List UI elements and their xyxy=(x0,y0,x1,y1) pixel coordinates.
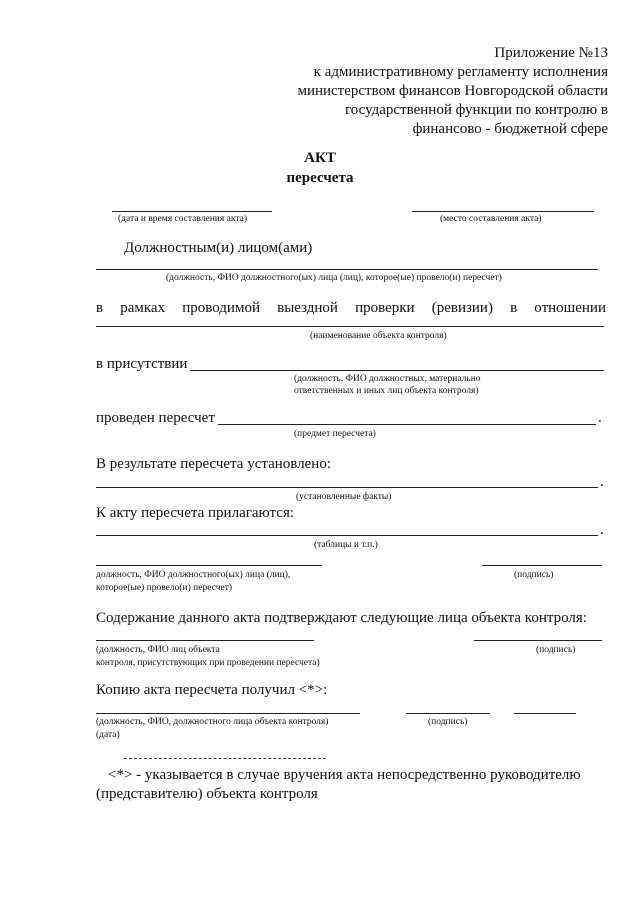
confirm-signature-caption: (подпись) xyxy=(536,645,576,655)
object-line xyxy=(96,326,604,327)
footnote-separator xyxy=(124,758,326,759)
tables-line xyxy=(96,535,598,536)
appendix-line: финансово - бюджетной сфере xyxy=(412,121,608,137)
subject-caption: (предмет пересчета) xyxy=(294,429,376,439)
recipient-signature-line xyxy=(406,713,490,714)
official-sign-caption: которое(ые) провело(и) пересчет) xyxy=(96,583,233,593)
confirm-caption: (должность, ФИО лиц объекта xyxy=(96,645,220,655)
confirm-signature-line xyxy=(474,640,602,641)
framework-word: выездной xyxy=(277,300,338,316)
appendix-line: к административному регламенту исполнения xyxy=(313,64,608,80)
framework-word: в xyxy=(510,300,518,316)
appendix-number: Приложение №13 xyxy=(494,45,608,61)
confirm-label: Содержание данного акта подтверждают следующие лица объекта контроля: xyxy=(96,610,587,626)
document-subtitle: пересчета xyxy=(286,170,354,186)
presence-caption: (должность, ФИО должностных, материально xyxy=(294,374,481,384)
framework-word: (ревизии) xyxy=(431,300,493,316)
recipient-caption: (должность, ФИО, должностного лица объекта контроля) xyxy=(96,717,329,727)
recipient-date-caption: (дата) xyxy=(96,730,120,740)
result-label: В результате пересчета установлено: xyxy=(96,456,331,472)
confirm-line xyxy=(96,640,314,641)
recipient-line xyxy=(96,713,360,714)
framework-sentence xyxy=(96,300,606,317)
appendix-line: государственной функции по контролю в xyxy=(344,102,608,118)
facts-caption: (установленные факты) xyxy=(296,492,392,502)
date-time-caption: (дата и время составления акта) xyxy=(118,214,247,224)
copy-label: Копию акта пересчета получил <*>: xyxy=(96,682,328,698)
place-caption: (место составления акта) xyxy=(440,214,542,224)
confirm-caption: контроля, присутствующих при проведении пересчета) xyxy=(96,658,320,668)
presence-caption: ответственных и иных лиц объекта контроля) xyxy=(294,386,479,396)
presence-label: в присутствии xyxy=(96,356,188,372)
footnote-text: <*> - указывается в случае вручения акта непосредственно руководителю xyxy=(108,767,581,783)
document-title: АКТ xyxy=(304,150,336,166)
signature-caption: (подпись) xyxy=(514,570,554,580)
official-sign-line xyxy=(96,565,322,566)
footnote-text: (представителю) объекта контроля xyxy=(96,786,318,802)
official-sign-caption: должность, ФИО должностного(ых) лица (лиц), xyxy=(96,570,291,580)
object-caption: (наименование объекта контроля) xyxy=(310,331,447,341)
subject-line xyxy=(218,424,596,425)
officials-caption: (должность, ФИО должностного(ых) лица (лиц), которое(ые) провело(и) пересчет) xyxy=(166,273,502,283)
framework-word: проводимой xyxy=(182,300,260,316)
officials-label: Должностным(и) лицом(ами) xyxy=(124,240,313,256)
place-line xyxy=(412,211,594,212)
framework-word: проверки xyxy=(355,300,415,316)
date-time-line xyxy=(112,211,272,212)
framework-word: в xyxy=(96,300,104,316)
recipient-date-line xyxy=(514,713,576,714)
recount-label: проведен пересчет xyxy=(96,410,215,426)
period: . xyxy=(598,410,602,426)
official-signature-line xyxy=(482,565,602,566)
tables-caption: (таблицы и т.п.) xyxy=(314,540,378,550)
officials-line xyxy=(96,269,598,270)
attached-label: К акту пересчета прилагаются: xyxy=(96,505,295,521)
recipient-signature-caption: (подпись) xyxy=(428,717,468,727)
presence-line xyxy=(190,370,604,371)
appendix-line: министерством финансов Новгородской области xyxy=(297,83,608,99)
facts-line xyxy=(96,487,598,488)
period: . xyxy=(600,522,604,538)
framework-word: рамках xyxy=(120,300,166,316)
period: . xyxy=(600,474,604,490)
framework-word: отношении xyxy=(534,300,606,316)
